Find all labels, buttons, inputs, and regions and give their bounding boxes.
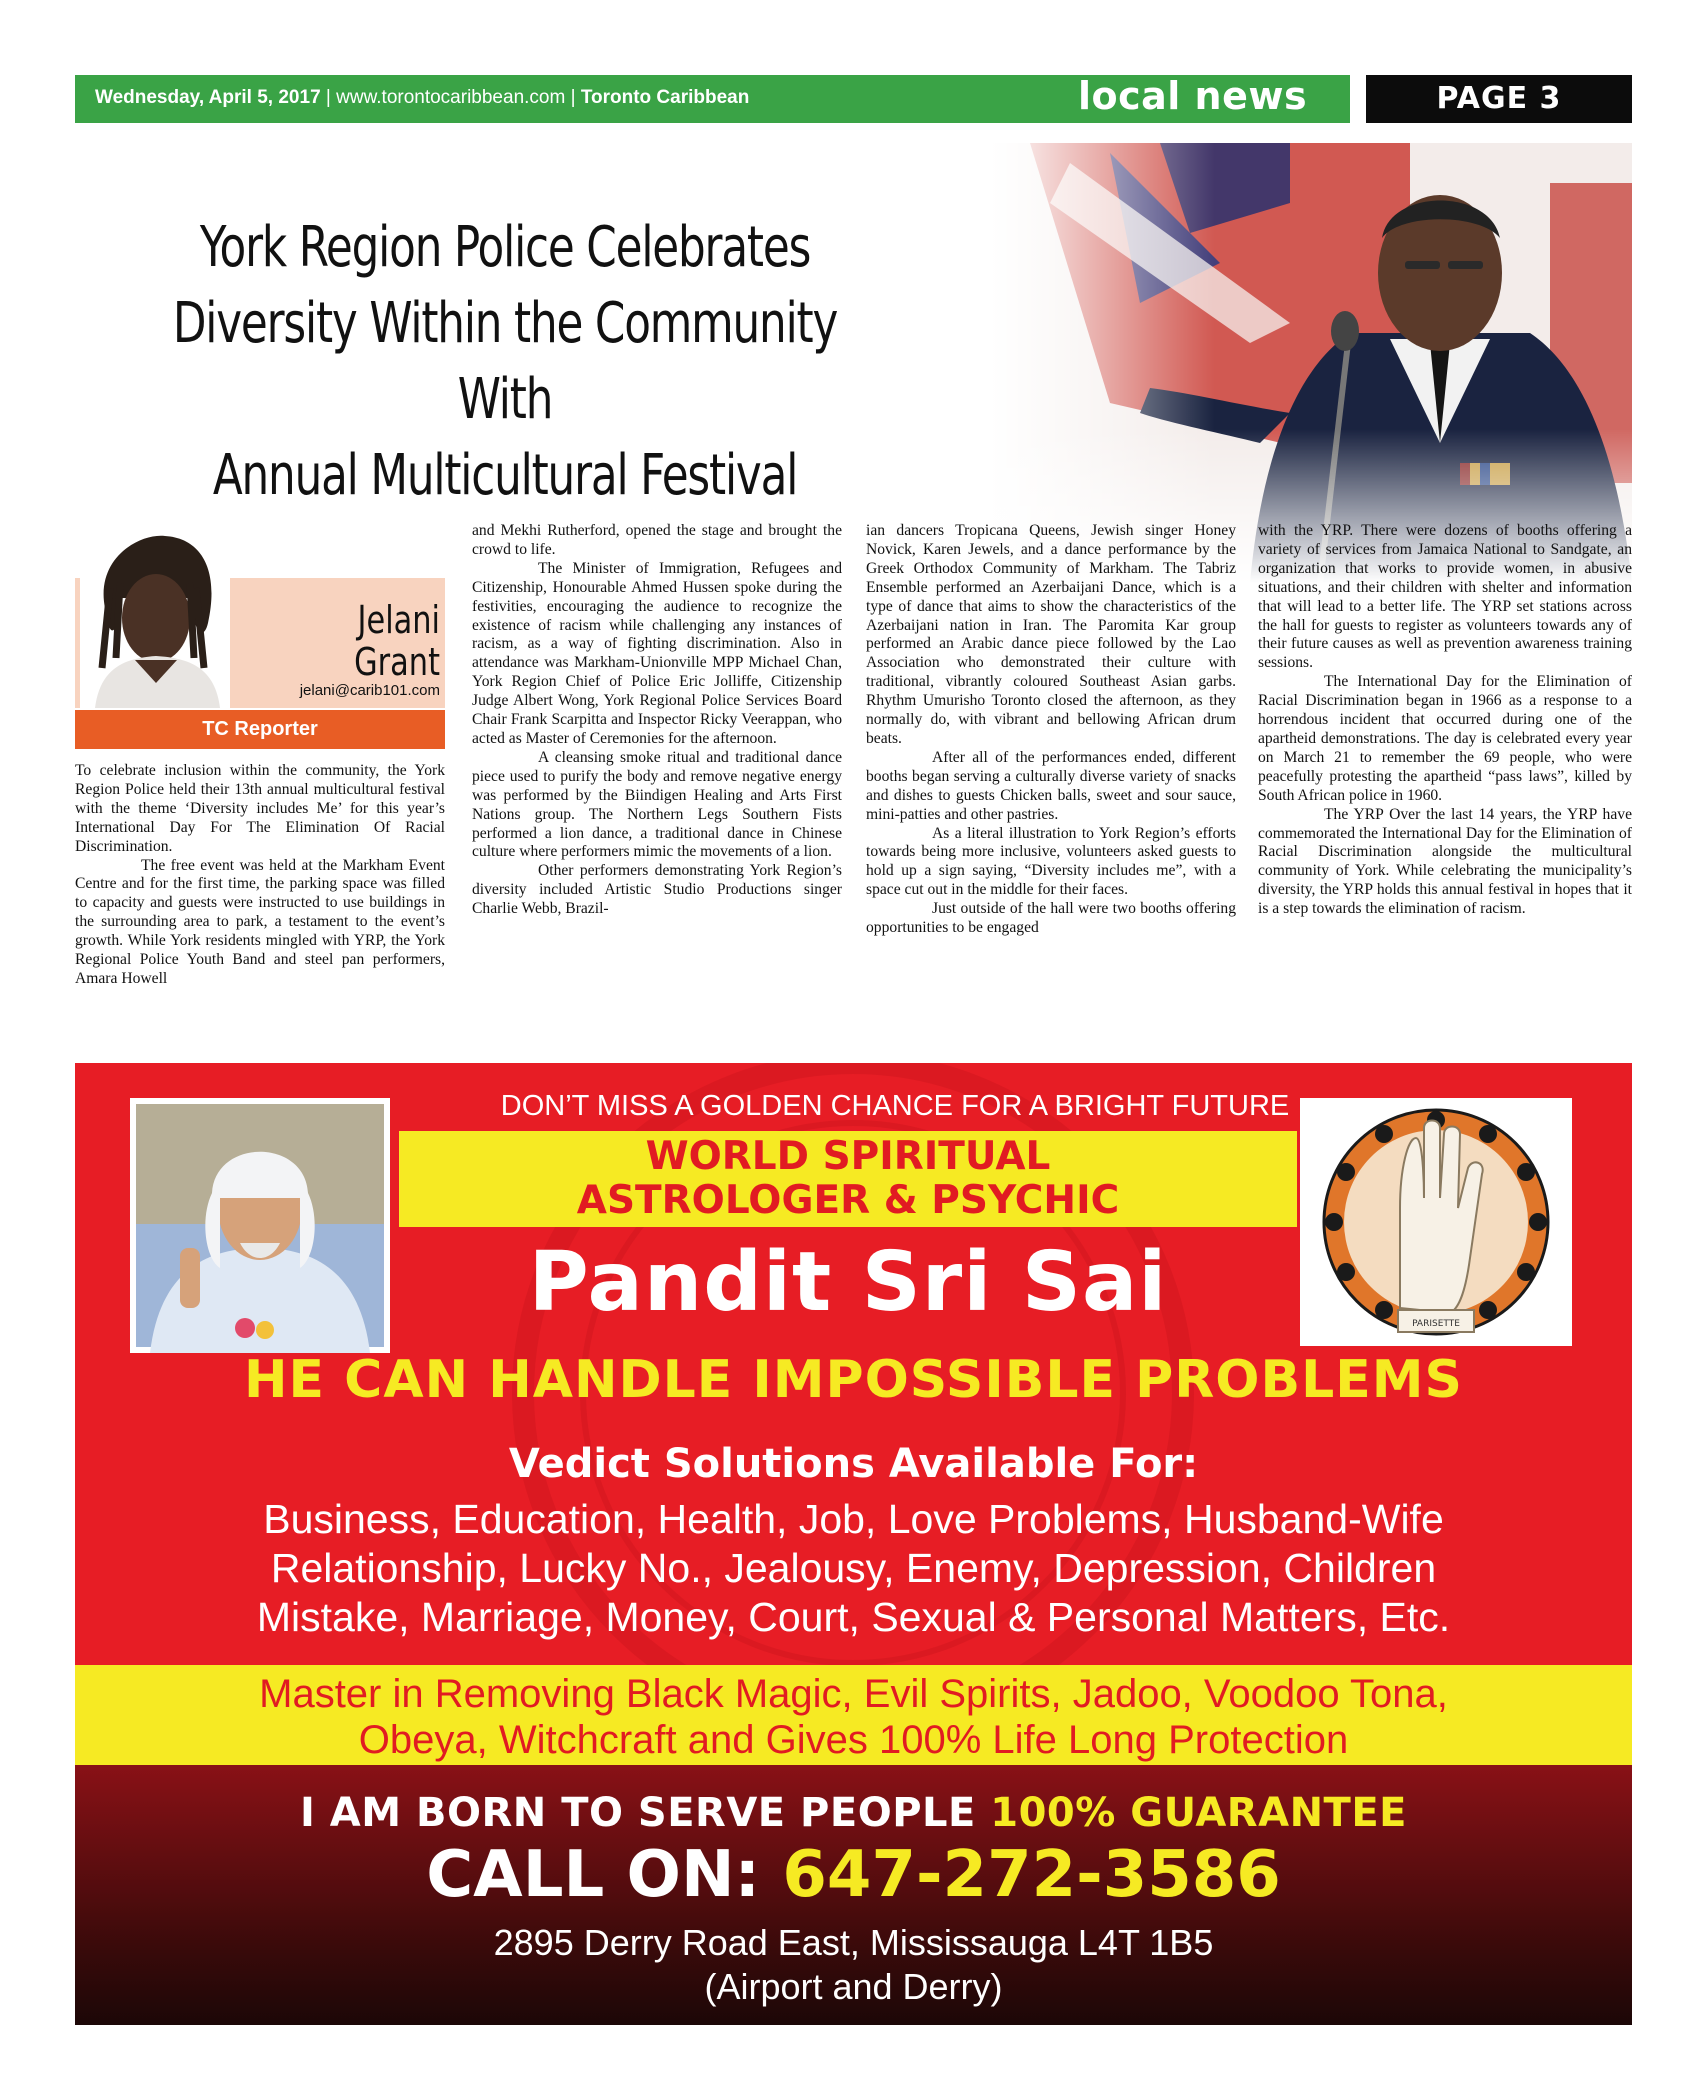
palm-stand-label: PARISETTE (1412, 1319, 1460, 1329)
section-title: local news (1078, 74, 1308, 118)
article-column-3 (866, 522, 1236, 938)
article-photo (990, 143, 1632, 583)
article-paragraph: and Mekhi Rutherford, opened the stage and brought the crowd to life. (472, 522, 842, 558)
article-paragraph: Other performers demonstrating York Region’s diversity included Artistic Studio Productions singer Charlie Webb, Brazil- (472, 862, 842, 918)
separator: | (565, 87, 581, 108)
palmistry-zodiac-image (1300, 1098, 1572, 1346)
issue-date: Wednesday, April 5, 2017 (95, 87, 321, 108)
article-column-1 (75, 762, 445, 989)
headline-line: Diversity Within the Community With (172, 291, 838, 432)
ad-services-list (135, 1495, 1572, 1642)
article-paragraph: The International Day for the Elimination of Racial Discrimination began in 1966 as a response to a horrendous incident that occurred during one of the apartheid demonstrations. The day is celebrated every year on March 21 to remember the 69 people, who were peacefully protesting the apartheid “pass laws”, killed by South African police in 1960. (1258, 673, 1632, 804)
ad-services-line: Mistake, Marriage, Money, Court, Sexual & Personal Matters, Etc. (256, 1594, 1451, 1640)
reporter-role: TC Reporter (75, 710, 445, 749)
publication-name: Toronto Caribbean (580, 87, 750, 108)
ad-title-line: ASTROLOGER & PSYCHIC (576, 1178, 1120, 1223)
ad-title (399, 1135, 1297, 1223)
article-paragraph: A cleansing smoke ritual and traditional dance piece used to purify the body and remove negative energy was performed by the Biindigen Healing and Arts First Nations group. The Northern Legs Southern Fists performed a lion dance, a traditional dance in Chinese culture where performers mimic the movements of a lion. (472, 748, 842, 861)
ad-guarantee: 100% GUARANTEE (990, 1790, 1407, 1836)
reporter-last-name: Grant (354, 640, 440, 684)
page-number: PAGE 3 (1366, 75, 1632, 123)
ad-services-line: Relationship, Lucky No., Jealousy, Enemy, Depression, Children (270, 1545, 1437, 1591)
ad-magic-line: Master in Removing Black Magic, Evil Spirits, Jadoo, Voodoo Tona, (259, 1672, 1448, 1716)
ad-claim: HE CAN HANDLE IMPOSSIBLE PROBLEMS (244, 1350, 1463, 1410)
article-paragraph: The YRP Over the last 14 years, the YRP have commemorated the International Day for the Elimination of Racial Discrimination alongside the multicultural community of York. While celebrating the municipality’s diversity, the YRP holds this annual festival in hopes that it is a step towards the elimination of racism. (1258, 805, 1632, 918)
article-paragraph: with the YRP. There were dozens of booths offering a variety of services from Jamaica National to Sandgate, an organization that works to provide women, in abusive situations, and their children with shelter and information that will lead to a better life. The YRP set stations across the hall for guests to register as volunteers towards any of their future causes as well as prevention awareness training sessions. (1258, 522, 1632, 672)
advertisement (75, 1063, 1632, 2025)
reporter-first-name: Jelani (357, 598, 440, 642)
ad-phone-number[interactable]: 647-272-3586 (782, 1838, 1281, 1912)
ad-title-line: WORLD SPIRITUAL (645, 1134, 1051, 1179)
separator: | (320, 87, 337, 108)
header-info (95, 87, 749, 109)
ad-serve-line (75, 1790, 1632, 1836)
article-paragraph: ian dancers Tropicana Queens, Jewish singer Honey Novick, Karen Jewels, and a dance performance by the Greek Orthodox Community of Markham. The Tabriz Ensemble performed an Azerbaijani Dance, which is a type of dance that aims to show the characteristics of the Azerbaijani nation in Iran. The Paromita Kar group performed an Arabic dance piece followed by the Lao Association who demonstrated their culture with traditional, vibrantly coloured Southeast Asian garbs. Rhythm Umurisho Toronto closed the afternoon, as they normally do, with vibrant and bellowing African drum beats. (866, 522, 1236, 747)
reporter-email[interactable]: jelani@carib101.com (299, 682, 440, 699)
headline-line: Annual Multicultural Festival (212, 443, 798, 508)
ad-magic-text (75, 1671, 1632, 1763)
ad-call-line (75, 1838, 1632, 1912)
ad-address-line: (Airport and Derry) (704, 1966, 1003, 2007)
ad-astrologer-name: Pandit Sri Sai (528, 1235, 1168, 1330)
article-column-4 (1258, 522, 1632, 919)
ad-address-line: 2895 Derry Road East, Mississauga L4T 1B5 (493, 1922, 1214, 1963)
website-link[interactable]: www.torontocaribbean.com (336, 87, 566, 108)
ad-call-label: CALL ON: (426, 1838, 761, 1912)
ad-serve-text: I AM BORN TO SERVE PEOPLE (300, 1790, 976, 1836)
headline-line: York Region Police Celebrates (199, 215, 811, 280)
ad-tagline: DON’T MISS A GOLDEN CHANCE FOR A BRIGHT FUTURE (500, 1090, 1290, 1122)
article-column-2 (472, 522, 842, 919)
article-headline (170, 210, 841, 514)
ad-magic-line: Obeya, Witchcraft and Gives 100% Life Long Protection (358, 1718, 1349, 1762)
ad-solutions-heading: Vedict Solutions Available For: (508, 1441, 1199, 1487)
article-paragraph: As a literal illustration to York Region’s efforts towards being more inclusive, volunteers asked guests to hold up a sign saying, “Diversity includes me”, with a space cut out in the middle for their faces. (866, 824, 1236, 899)
ad-address (75, 1921, 1632, 2009)
article-paragraph: Just outside of the hall were two booths offering opportunities to be engaged (866, 900, 1236, 937)
ad-services-line: Business, Education, Health, Job, Love Problems, Husband-Wife (263, 1496, 1444, 1542)
reporter-photo (80, 528, 230, 708)
article-paragraph: The free event was held at the Markham Event Centre and for the first time, the parking space was filled to capacity and guests were instructed to use buildings in the surrounding area to park, a testament to the event’s growth. While York residents mingled with YRP, the York Regional Police Youth Band and steel pan performers, Amara Howell (75, 856, 445, 987)
article-paragraph: To celebrate inclusion within the community, the York Region Police held their 13th annual multicultural festival with the theme ‘Diversity includes Me’ for this year’s International Day For The Elimination Of Racial Discrimination. (75, 762, 445, 855)
sai-baba-image (130, 1098, 390, 1353)
article-paragraph: The Minister of Immigration, Refugees and Citizenship, Honourable Ahmed Hussen spoke during the festivities, encouraging the audience to recognize the existence of racism while challenging any instances of racism, as a way of fighting discrimination. Also in attendance was Markham-Unionville MPP Michael Chan, York Region Chief of Police Eric Jolliffe, Citizenship Judge Albert Wong, York Regional Police Services Board Chair Frank Scarpitta and Inspector Ricky Veerappan, who acted as Master of Ceremonies for the afternoon. (472, 559, 842, 747)
article-paragraph: After all of the performances ended, different booths began serving a culturally diverse variety of snacks and dishes to guests Chicken balls, sweet and sour sauce, mini-patties and other pastries. (866, 748, 1236, 823)
